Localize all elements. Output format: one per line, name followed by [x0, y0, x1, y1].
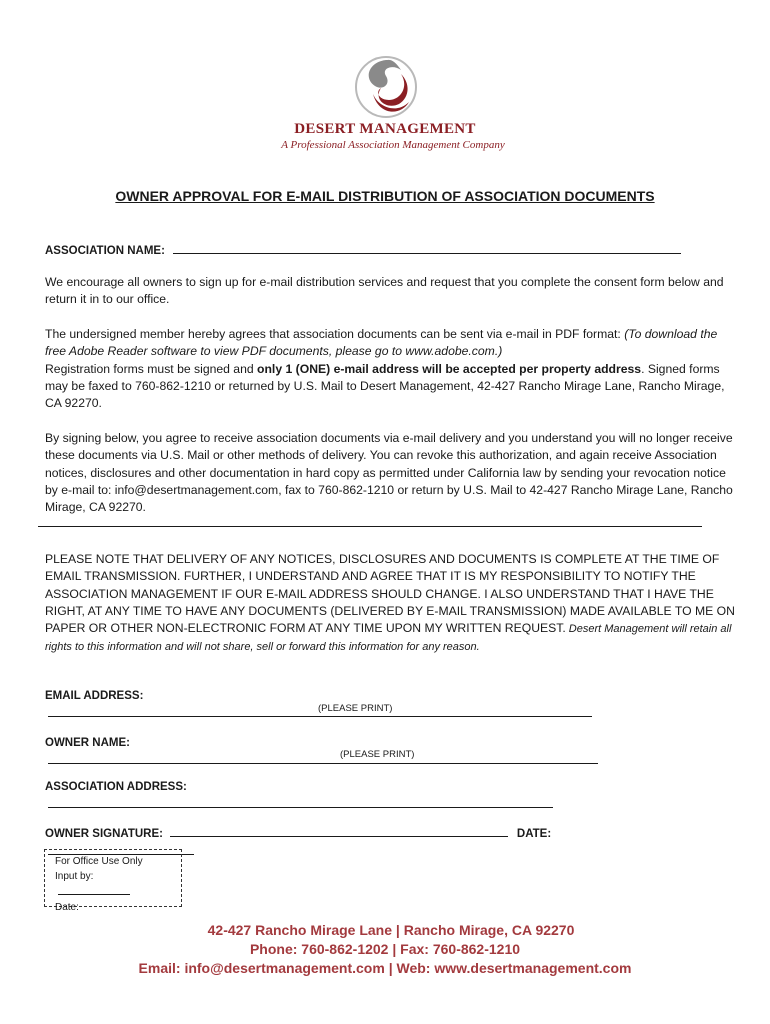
- office-input-row: [55, 870, 171, 901]
- divider: [38, 526, 702, 527]
- owner-print-hint: (PLEASE PRINT): [340, 749, 415, 760]
- consent-paragraph: By signing below, you agree to receive association documents via e-mail delivery and you understand you will no longer receive these documents via U.S. Mail or other methods of delivery. You can revoke this authorization, and again receive Association notices, disclosures and other documentation in hard copy as permitted under California law by sending your revocation notice by e-mail to: info@desertmanagement.com, fax to 760-862-1210 or return by U.S. Mail to 42-427 Rancho Mirage Lane, Rancho Mirage, CA 92270.: [45, 431, 733, 515]
- registration-bold: only 1 (ONE) e-mail address will be accepted per property address: [257, 361, 642, 376]
- notice-paragraph: [45, 551, 735, 657]
- association-name-field[interactable]: [173, 241, 681, 254]
- footer-address: 42-427 Rancho Mirage Lane | Rancho Mirage, CA 92270: [207, 922, 575, 938]
- adobe-note: (To download the free Adobe Reader software to view PDF documents, please go to www.adobe.com.): [45, 327, 718, 359]
- owner-name-field[interactable]: [48, 751, 598, 764]
- registration-end: . Signed forms may be faxed to 760-862-1210 or returned by U.S. Mail to Desert Management, 42-427 Rancho Mirage Lane, Rancho Mirage, CA 92270.: [45, 361, 725, 411]
- owner-name-label: OWNER NAME:: [45, 737, 130, 749]
- signature-field[interactable]: [170, 824, 508, 837]
- company-name: DESERT MANAGEMENT: [294, 121, 476, 137]
- association-address-label: ASSOCIATION ADDRESS:: [45, 781, 187, 793]
- office-input-label: Input by:: [55, 870, 94, 882]
- office-date-row: [55, 901, 171, 916]
- footer-contact: Email: info@desertmanagement.com | Web: www.desertmanagement.com: [138, 960, 632, 976]
- page-title: OWNER APPROVAL FOR E-MAIL DISTRIBUTION OF ASSOCIATION DOCUMENTS: [115, 188, 655, 204]
- office-use-title: For Office Use Only: [55, 856, 143, 867]
- association-address-field[interactable]: [48, 795, 553, 808]
- email-print-hint: (PLEASE PRINT): [318, 703, 393, 714]
- intro-paragraph: We encourage all owners to sign up for e-mail distribution services and request that you complete the consent form below and return it in to our office.: [45, 275, 724, 307]
- association-name-row: [45, 241, 685, 259]
- office-input-field[interactable]: [58, 884, 130, 895]
- office-date-label: Date:: [55, 901, 79, 913]
- agreement-paragraph: [45, 326, 735, 412]
- notice-italic: Desert Management will retain all rights to this information and will not share, sell or forward this information for any reason.: [45, 623, 732, 654]
- email-label: EMAIL ADDRESS:: [45, 690, 144, 702]
- association-address-row: [45, 777, 685, 813]
- association-name-label: ASSOCIATION NAME:: [45, 245, 165, 257]
- notice-upper: PLEASE NOTE THAT DELIVERY OF ANY NOTICES, DISCLOSURES AND DOCUMENTS IS COMPLETE AT THE TIME OF EMAIL TRANSMISSION. FURTHER, I UNDERSTAND AND AGREE THAT IT IS MY RESPONSIBILITY TO NOTIFY THE ASSOCIATION MANAGEMENT IF OUR E-MAIL ADDRESS SHOULD CHANGE. I ALSO UNDERSTAND THAT I HAVE THE RIGHT, AT ANY TIME TO HAVE ANY DOCUMENTS (DELIVERED BY E-MAIL TRANSMISSION) MADE AVAILABLE TO ME ON PAPER OR OTHER NON-ELECTRONIC FORM AT ANY TIME UPON MY WRITTEN REQUEST.: [45, 552, 735, 636]
- date-label: DATE:: [516, 828, 552, 840]
- signature-label: OWNER SIGNATURE:: [45, 828, 163, 840]
- company-tagline: A Professional Association Management Company: [281, 139, 505, 151]
- agreement-text: The undersigned member hereby agrees that association documents can be sent via e-mail in PDF format:: [45, 327, 625, 341]
- office-use-box: [44, 849, 182, 913]
- footer-phone: Phone: 760-862-1202 | Fax: 760-862-1210: [249, 941, 521, 957]
- company-logo: [353, 54, 419, 120]
- registration-text: Registration forms must be signed and: [45, 361, 258, 376]
